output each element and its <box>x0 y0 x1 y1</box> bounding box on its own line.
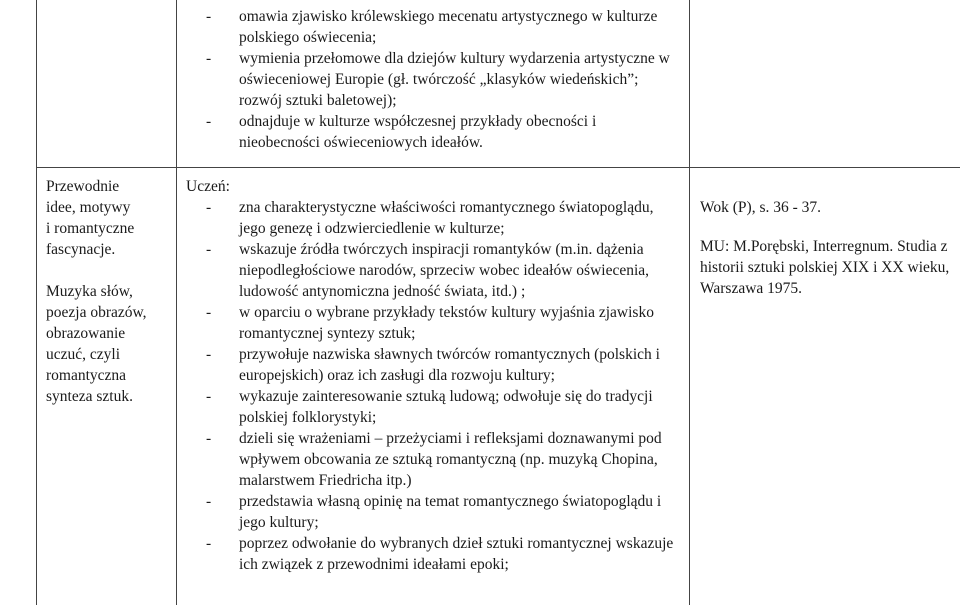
topic-line: obrazowanie <box>46 325 126 342</box>
topic-line: synteza sztuk. <box>46 388 133 405</box>
list-item: - omawia zjawisko królewskiego mecenatu artystycznego w kulturze polskiego oświecenia; <box>206 8 658 46</box>
topic-line: uczuć, czyli <box>46 346 121 363</box>
list-item: - wymienia przełomowe dla dziejów kultury wydarzenia artystyczne w oświeceniowej Europie (gł. twórczość „klasyków wiedeńskich”; rozwój sztuki baletowej); <box>206 50 670 109</box>
list-item: - przedstawia własną opinię na temat romantycznego światopoglądu i jego kultury; <box>206 493 662 531</box>
top-row-requirements <box>206 6 676 153</box>
sources-cell <box>700 197 955 299</box>
topic-line: romantyczna <box>46 367 127 384</box>
list-item: - przywołuje nazwiska sławnych twórców romantycznych (polskich i europejskich) oraz ich zasługi dla rozwoju kultury; <box>206 346 660 384</box>
list-item: - wskazuje źródła twórczych inspiracji romantyków (m.in. dążenia niepodległościowe narodów, sprzeciw wobec ideałów oświecenia, ludowość antynomiczna jedność świata, itd.) ; <box>206 241 650 300</box>
column-divider-sources <box>689 0 690 605</box>
topic-line: Przewodnie <box>46 178 120 195</box>
source-line: MU: M.Porębski, Interregnum. Studia z historii sztuki polskiej XIX i XX wieku, Warszawa 1975. <box>700 238 950 297</box>
top-row-list <box>206 6 676 153</box>
column-divider-left <box>36 0 37 605</box>
list-item: - zna charakterystyczne właściwości romantycznego światopoglądu, jego genezę i odzwierciedlenie w kulturze; <box>206 199 654 237</box>
topic-cell <box>46 176 174 407</box>
list-item: - wykazuje zainteresowanie sztuką ludową; odwołuje się do tradycji polskiej folklorystyki; <box>206 388 653 426</box>
row-divider <box>36 167 960 168</box>
requirements-cell <box>186 176 678 575</box>
requirements-heading: Uczeń: <box>186 178 230 195</box>
list-item: - odnajduje w kulturze współczesnej przykłady obecności i nieobecności oświeceniowych ideałów. <box>206 113 597 151</box>
source-line: Wok (P), s. 36 - 37. <box>700 199 822 216</box>
list-item: - w oparciu o wybrane przykłady tekstów kultury wyjaśnia zjawisko romantycznej syntezy sztuk; <box>206 304 654 342</box>
topic-line: poezja obrazów, <box>46 304 147 321</box>
list-item: - poprzez odwołanie do wybranych dzieł sztuki romantycznej wskazuje ich związek z przewodnimi ideałami epoki; <box>206 535 674 573</box>
topic-line: idee, motywy <box>46 199 131 216</box>
requirements-list <box>206 197 678 575</box>
topic-line: fascynacje. <box>46 241 116 258</box>
topic-line: Muzyka słów, <box>46 283 133 300</box>
topic-line: i romantyczne <box>46 220 135 237</box>
column-divider-topic <box>176 0 177 605</box>
list-item: - dzieli się wrażeniami – przeżyciami i refleksjami doznawanymi pod wpływem obcowania ze sztuką romantyczną (np. muzyką Chopina, malarstwem Friedricha itp.) <box>206 430 662 489</box>
